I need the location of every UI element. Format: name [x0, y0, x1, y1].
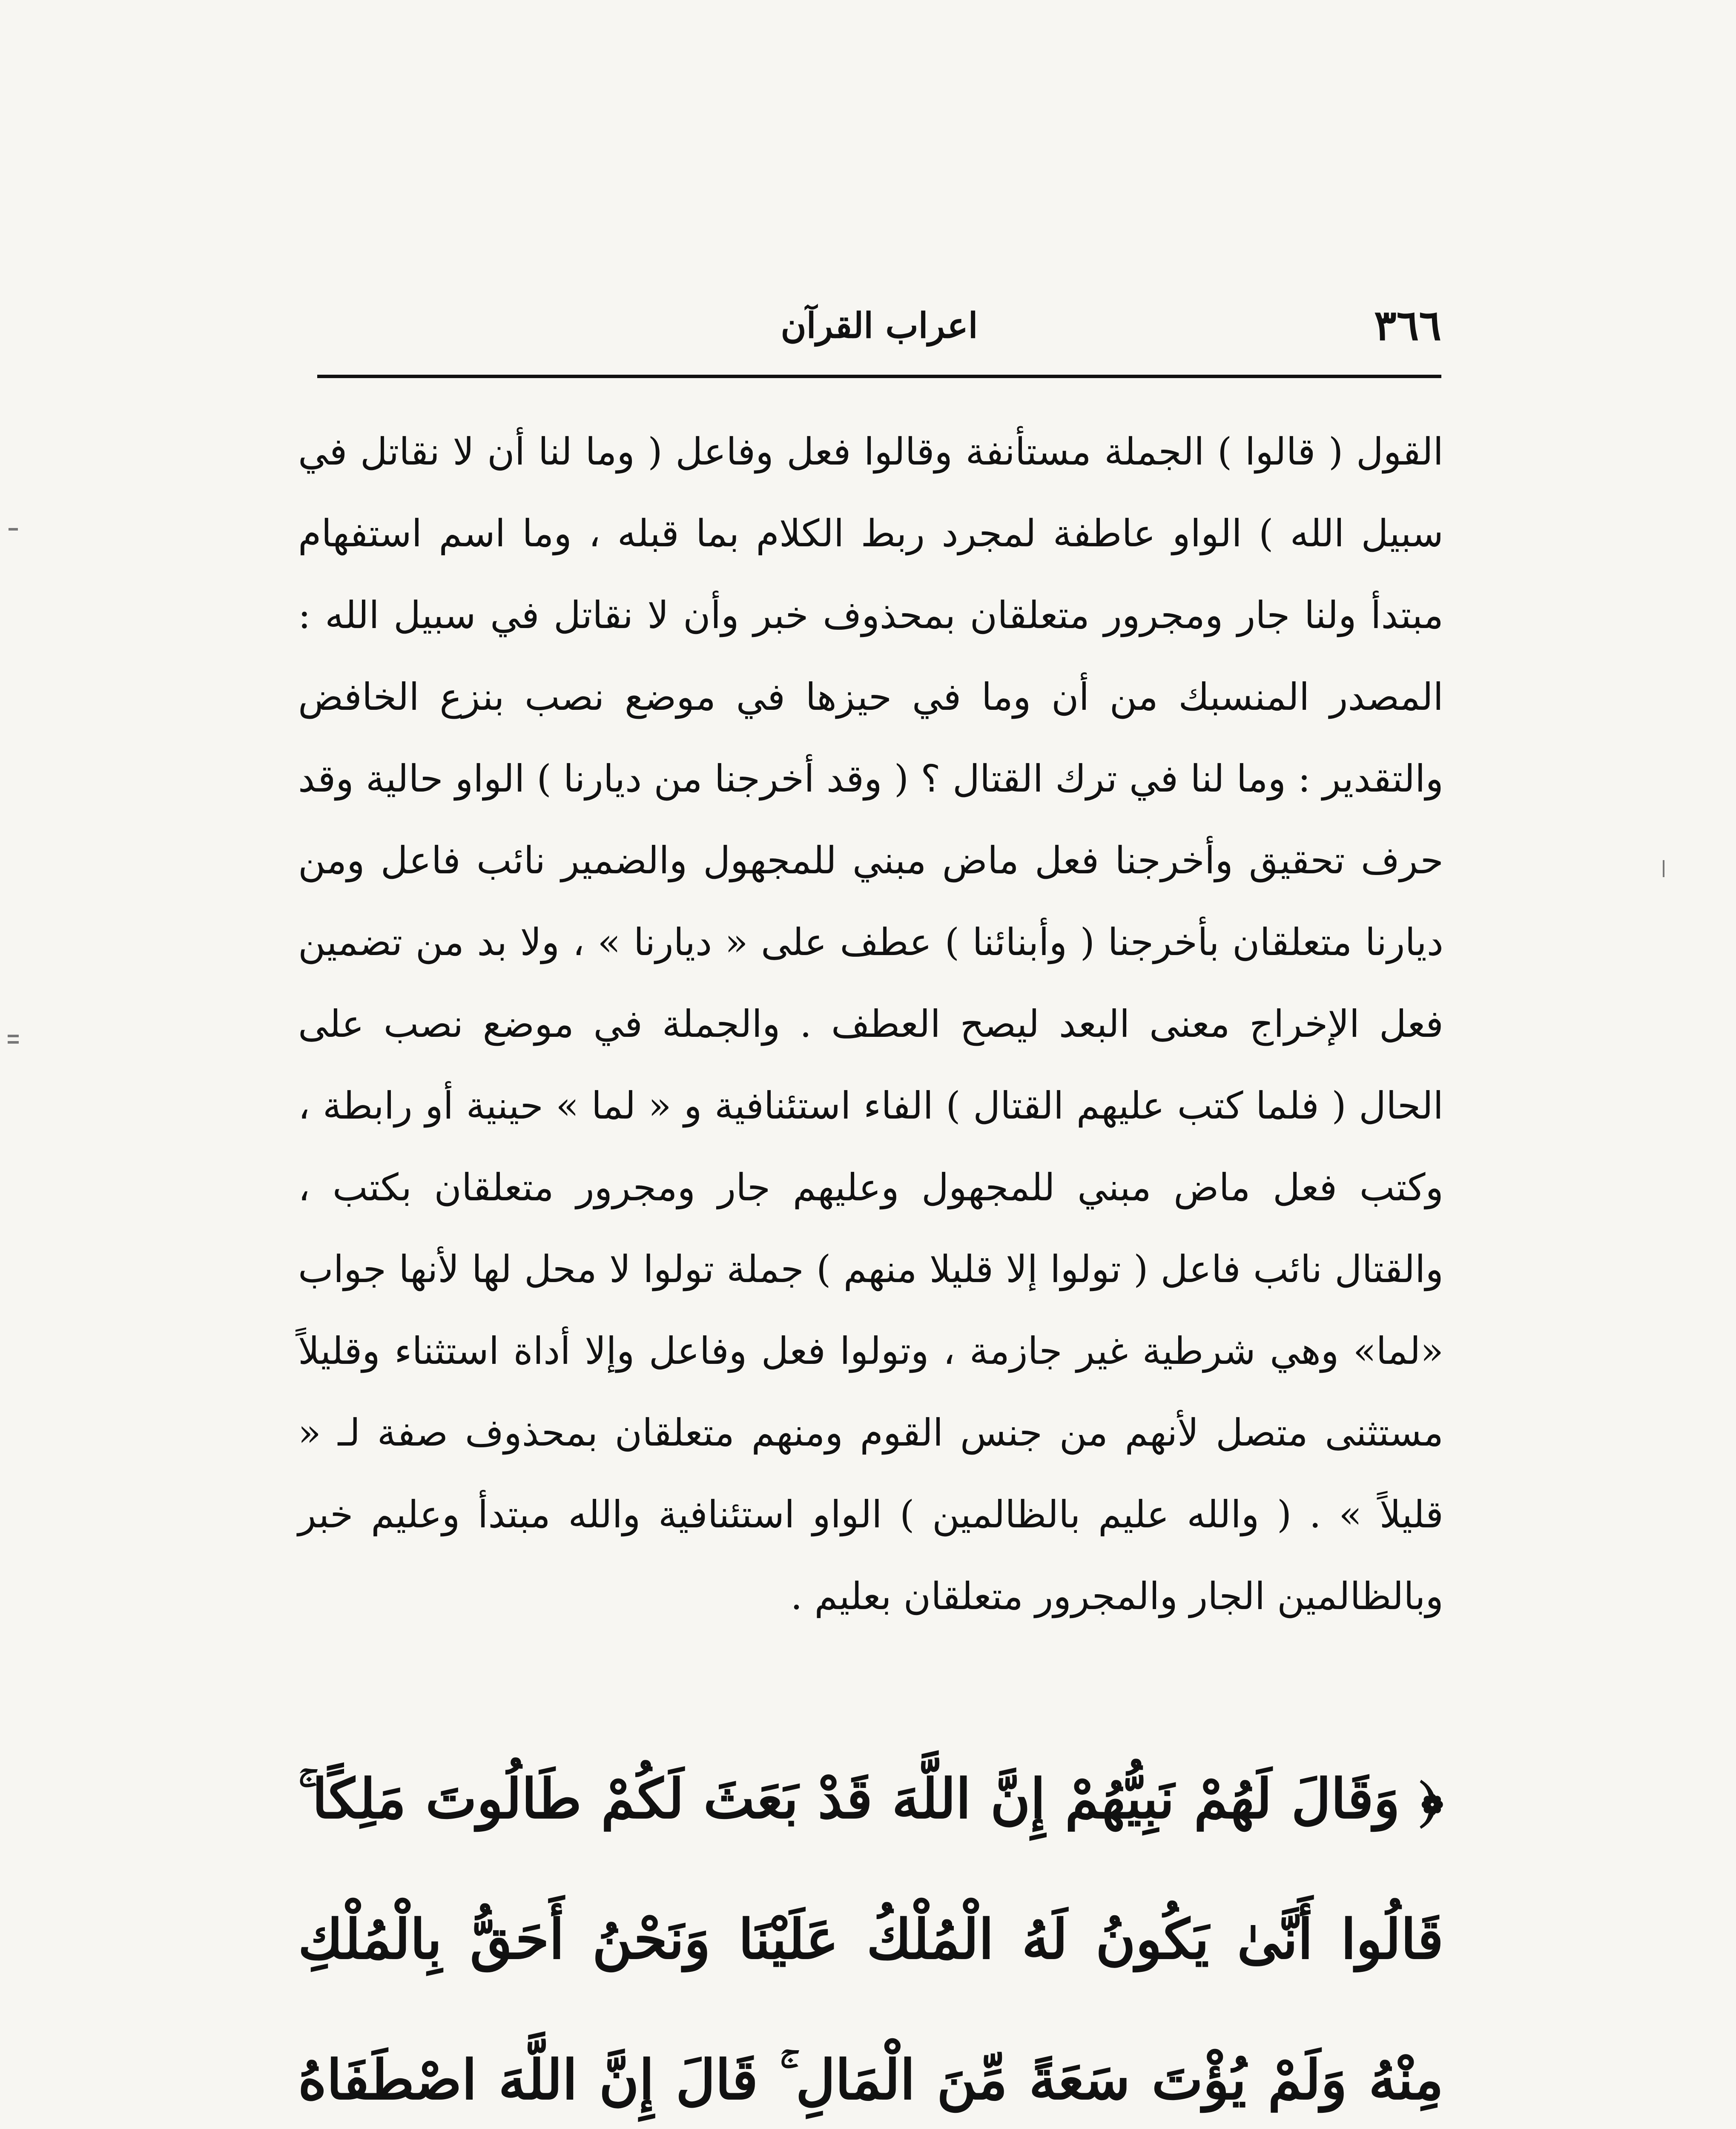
commentary-paragraph: القول ( قالوا ) الجملة مستأنفة وقالوا فعل وفاعل ( وما لنا أن لا نقاتل في سبيل الله ) الواو عاطفة لمجرد ربط الكلام بما قبله ، وما اسم استفهام مبتدأ ولنا جار ومجرور متعلقان بمحذوف خبر وأن لا نقاتل في سبيل الله : المصدر المنسبك من أن وما في حيزها في موضع نصب بنزع الخافض والتقدير : وما لنا في ترك القتال ؟ ( وقد أخرجنا من ديارنا ) الواو حالية وقد حرف تحقيق وأخرجنا فعل ماض مبني للمجهول والضمير نائب فاعل ومن ديارنا متعلقان بأخرجنا ( وأبنائنا ) عطف على « ديارنا » ، ولا بد من تضمين فعل الإخراج معنى البعد ليصح العطف . والجملة في موضع نصب على الحال ( فلما كتب عليهم القتال ) الفاء استئنافية و « لما » حينية أو رابطة ، وكتب فعل ماض مبني للمجهول وعليهم جار ومجرور متعلقان بكتب ، والقتال نائب فاعل ( تولوا إلا قليلا منهم ) جملة تولوا لا محل لها لأنها جواب «لما» وهي شرطية غير جازمة ، وتولوا فعل وفاعل وإلا أداة استثناء وقليلاً مستثنى متصل لأنهم من جنس القوم ومنهم متعلقان بمحذوف صفة لـ « قليلاً » . ( والله عليم بالظالمين ) الواو استئنافية والله مبتدأ وعليم خبر وبالظالمين الجار والمجرور متعلقان بعليم . — [298, 430, 1444, 1618]
page-header — [317, 294, 1441, 358]
scan-speck — [9, 528, 18, 531]
scan-speck — [8, 1035, 19, 1037]
running-title: اعراب القرآن — [780, 305, 978, 346]
header-rule — [317, 375, 1441, 378]
verse-open-bracket: ﴿ — [1419, 1767, 1444, 1831]
grammar-commentary — [298, 411, 1443, 1637]
scan-speck — [1663, 860, 1664, 877]
scan-speck — [8, 1041, 19, 1044]
page-number: ٣٦٦ — [1374, 301, 1441, 350]
quran-verse — [298, 1729, 1443, 2129]
verse-line — [298, 1729, 1443, 2129]
verse-text: وَقَالَ لَهُمْ نَبِيُّهُمْ إِنَّ اللَّهَ قَدْ بَعَثَ لَكُمْ طَالُوتَ مَلِكًا ۚ قَالُوا أَنَّىٰ يَكُونُ لَهُ الْمُلْكُ عَلَيْنَا وَنَحْنُ أَحَقُّ بِالْمُلْكِ مِنْهُ وَلَمْ يُؤْتَ سَعَةً مِّنَ الْمَالِ ۚ قَالَ إِنَّ اللَّهَ اصْطَفَاهُ — [298, 1767, 1443, 2112]
